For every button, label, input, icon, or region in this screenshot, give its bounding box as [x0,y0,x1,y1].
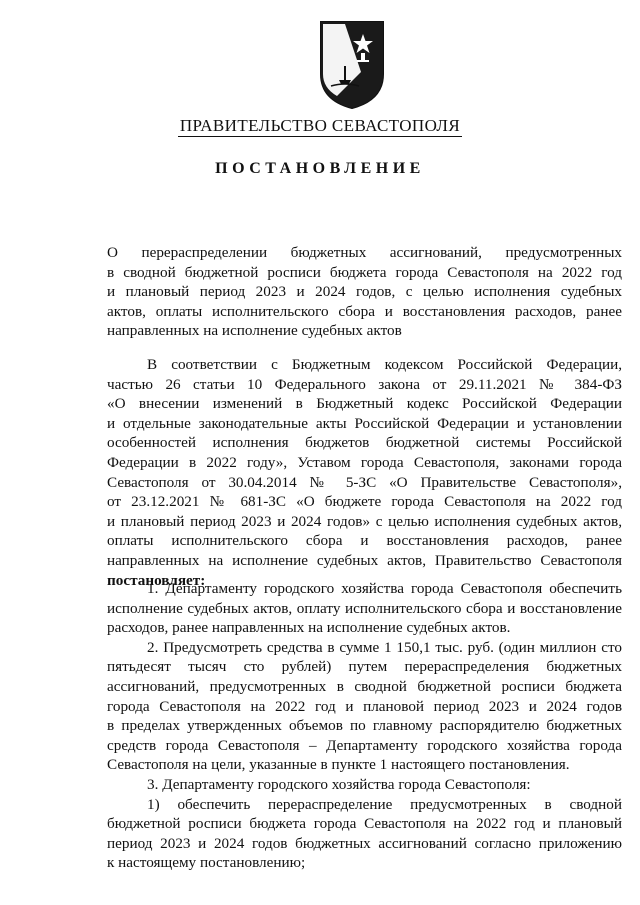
resolves-keyword: постановляет: [107,571,206,589]
heading-line: направленных на исполнение судебных актов [107,322,402,340]
preamble-line: направленных на исполнение судебных актов, Правительство Севастополя [107,551,622,569]
body-line: города Севастополя на 2022 год и плановой период 2023 и 2024 годов [107,697,622,715]
preamble-line: «О внесении изменений в Бюджетный кодекс Российской Федерации [107,395,622,413]
body-line: пятьдесят тысяч сто рублей) путем перераспределения бюджетных [107,658,622,676]
heading-line: актов, оплаты исполнительского сбора и восстановления расходов, ранее [107,302,622,320]
heading-line: в сводной бюджетной росписи бюджета города Севастополя на 2022 год [107,263,622,281]
body-line: 3. Департаменту городского хозяйства города Севастополя: [147,775,531,793]
body-line: 1. Департаменту городского хозяйства города Севастополя обеспечить [147,580,622,597]
resolution-heading [107,243,622,341]
body-line: Севастополя на цели, указанные в пункте 1 настоящего постановления. [107,756,570,774]
body-line: период 2023 и 2024 годов бюджетных ассигнований согласно приложению [107,834,622,852]
body-line: 2. Предусмотреть средства в сумме 1 150,1 тыс. руб. (один миллион сто [147,638,622,656]
preamble-line: и плановый период 2023 и 2024 годов» с целью исполнения судебных актов, [107,512,622,530]
preamble-line: особенностей исполнения бюджетов бюджетной системы Российской [107,434,622,452]
body-line: ассигнований, предусмотренных в сводной бюджетной росписи бюджета [107,677,622,695]
preamble-line: Севастополя от 30.04.2014 № 5-ЗС «О Правительстве Севастополя», [107,473,622,491]
body-line: к настоящему постановлению; [107,854,306,872]
body-line: расходов, ранее направленных на исполнение судебных актов. [107,619,511,637]
preamble-line: от 23.12.2021 № 681-ЗС «О бюджете города Севастополя на 2022 год [107,493,622,511]
government-name: ПРАВИТЕЛЬСТВО СЕВАСТОПОЛЯ [179,116,461,135]
heading-line: и плановый период 2023 и 2024 годов, с целью исполнения судебных [107,283,622,301]
resolution-body [107,579,622,873]
preamble-line: частью 26 статьи 10 Федерального закона от 29.11.2021 № 384-ФЗ [107,375,622,393]
body-line: исполнение судебных актов, оплату исполнительского сбора и восстановление [107,599,622,617]
preamble [107,355,622,590]
body-line: в пределах утвержденных объемов по главному распорядителю бюджетных [107,717,622,735]
heading-line: О перераспределении бюджетных ассигнований, предусмотренных [107,244,622,261]
body-line: 1) обеспечить перераспределение предусмотренных в сводной [147,795,622,813]
preamble-line: оплаты исполнительского сбора и восстановления расходов, ранее [107,532,622,550]
preamble-line: и отдельные законодательные акты Российской Федерации и установлении [107,414,622,432]
document-type: ПОСТАНОВЛЕНИЕ [215,160,425,177]
sevastopol-coat-of-arms-icon [317,18,387,110]
body-line: бюджетной росписи бюджета города Севастополя на 2022 год и плановый [107,815,622,833]
preamble-line: В соответствии с Бюджетным кодексом Российской Федерации, [147,356,622,373]
body-line: средств города Севастополя – Департаменту городского хозяйства города [107,736,622,754]
preamble-line: Федерации в 2022 году», Уставом города Севастополя, законами города [107,453,622,471]
